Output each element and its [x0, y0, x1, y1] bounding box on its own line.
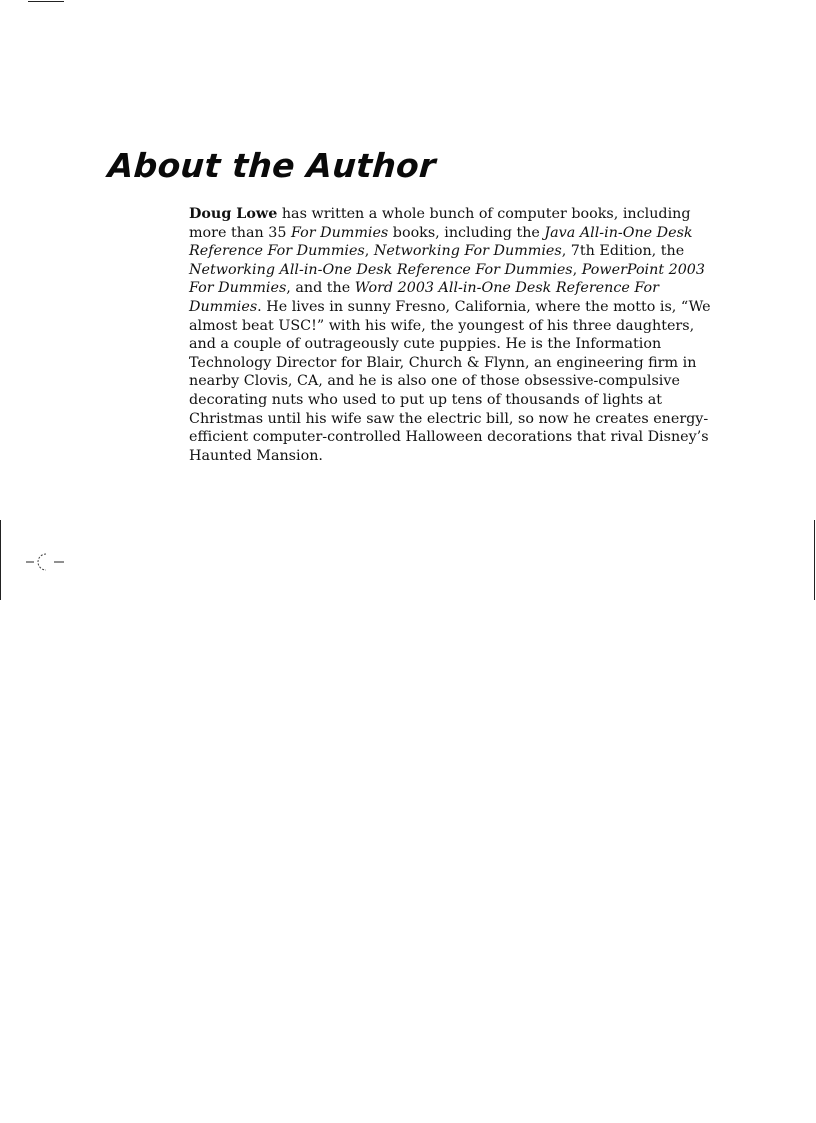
book-title: Word 2003 All-in-One Desk Reference For Dummies [189, 280, 659, 315]
author-bio-paragraph [189, 205, 719, 465]
bio-text: , [572, 261, 582, 278]
section-heading: About the Author [106, 146, 438, 185]
book-title: Java All-in-One Desk Reference For Dummies [189, 224, 693, 260]
crop-mark-top [28, 1, 64, 2]
registration-mark [24, 550, 68, 574]
bio-text: books, including the [388, 224, 545, 241]
page-edge-left [0, 520, 1, 600]
bio-text: , [364, 243, 374, 260]
bio-text: , and the [286, 280, 355, 297]
series-title: For Dummies [290, 224, 389, 241]
book-title: Networking For Dummies [373, 243, 562, 260]
bio-text: . He lives in sunny Fresno, California, where the motto is, “We almost beat USC!” with his wife, the youngest of his three daughters, and a couple of outrageously cute puppies. He is the Information Technology Director for Blair, Church & Flynn, an engineering firm in nearby Clovis, CA, and he is also one of those obsessive-compulsive decorating nuts who used to put up tens of thousands of lights at Christmas until his wife saw the electric bill, so now he creates energy-efficient computer-controlled Halloween decorations that rival Disney’s Haunted Mansion. [189, 298, 711, 464]
page-edge-right [814, 520, 815, 600]
author-name: Doug Lowe [189, 206, 278, 222]
book-title: PowerPoint 2003 For Dummies [189, 261, 706, 297]
bio-text: has written a whole bunch of computer books, including more than 35 [189, 206, 691, 241]
bio-text: , 7th Edition, the [561, 243, 685, 260]
book-title: Networking All-in-One Desk Reference For Dummies [189, 261, 573, 278]
